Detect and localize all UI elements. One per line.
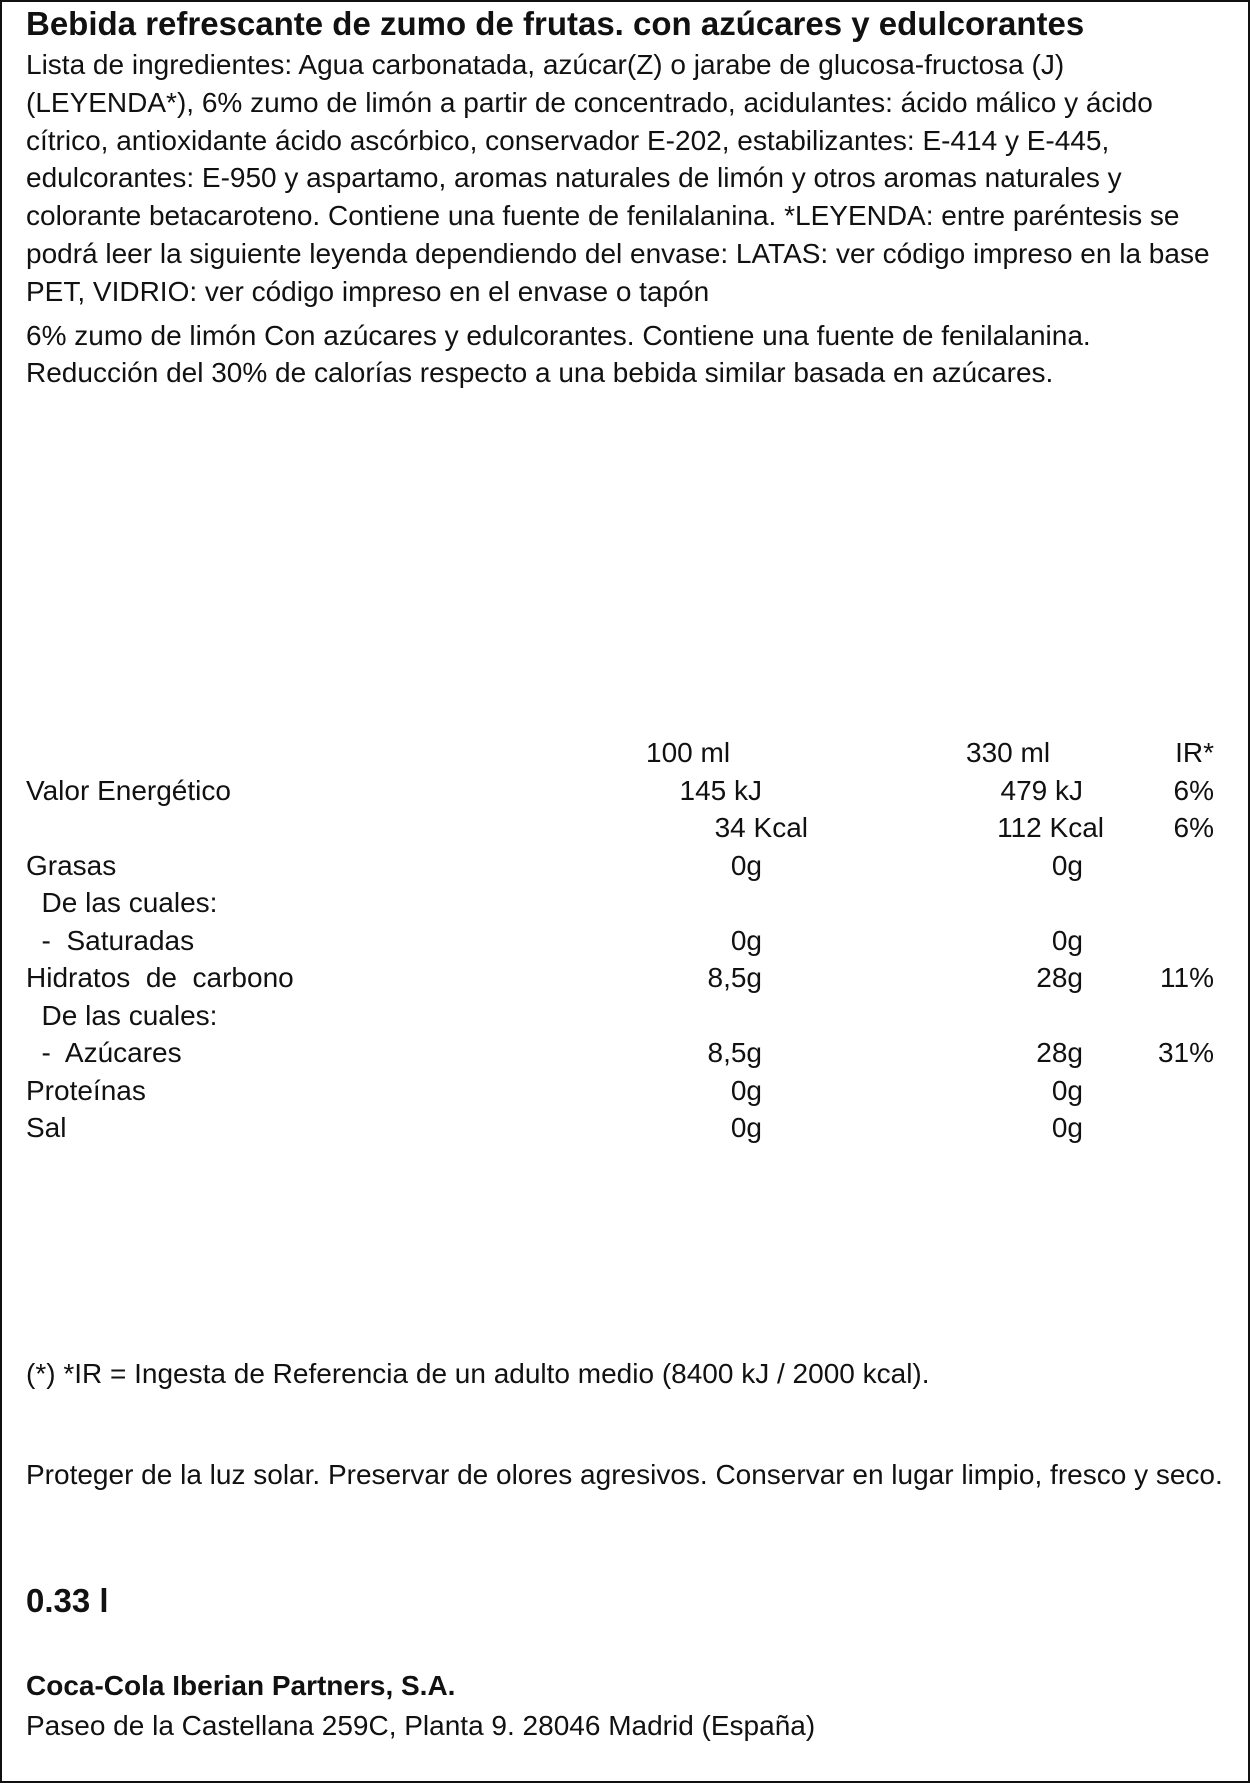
value-per-100ml: 0g: [730, 849, 762, 881]
nutrition-row: [26, 884, 1226, 922]
value-per-330ml: 28g: [1036, 1037, 1083, 1068]
ir-footnote: (*) *IR = Ingesta de Referencia de un adulto medio (8400 kJ / 2000 kcal).: [26, 1358, 930, 1389]
nutrition-row: [26, 1109, 1226, 1147]
storage-instructions: Proteger de la luz solar. Preservar de olores agresivos. Conservar en lugar limpio, fresco y seco.: [26, 1459, 1223, 1490]
nutrient-label: Hidratos de carbono: [26, 962, 294, 993]
value-ir: 11%: [1160, 962, 1214, 993]
header-per-100ml: 100 ml: [646, 737, 731, 768]
value-ir: 6%: [1173, 774, 1214, 806]
nutrition-row: [26, 1034, 1226, 1072]
company-name: Coca-Cola Iberian Partners, S.A.: [26, 1670, 456, 1701]
value-per-100ml: 8,5g: [707, 962, 762, 993]
ingredients-list: Lista de ingredientes: Agua carbonatada, azúcar(Z) o jarabe de glucosa-fructosa (J)(LEYENDA*), 6% zumo de limón a partir de concentrado, acidulantes: ácido málico y ácido cítrico, antioxidante ácido ascórbico, conservador E-202, estabilizantes: E-414 y E-445, edulcorantes: E-950 y aspartamo, aromas naturales de limón y otros aromas naturales y colorante betacaroteno. Contiene una fuente de fenilalanina. *LEYENDA: entre paréntesis se podrá leer la siguiente leyenda dependiendo del envase: LATAS: ver código impreso en la base PET, VIDRIO: ver código impreso en el envase o tapón: [26, 49, 1210, 307]
value-per-100ml: 0g: [730, 1074, 762, 1106]
nutrient-label: De las cuales:: [26, 999, 218, 1031]
nutrition-table: [26, 734, 1226, 1147]
product-claims: 6% zumo de limón Con azúcares y edulcorantes. Contiene una fuente de fenilalanina. Reducción del 30% de calorías respecto a una bebida similar basada en azúcares.: [26, 319, 1091, 389]
value-per-330ml: 0g: [1051, 1074, 1083, 1106]
value-per-100ml: 34 Kcal: [714, 812, 808, 843]
nutrition-row-energy-kj: [26, 772, 1226, 810]
nutrient-label: Grasas: [26, 849, 117, 881]
nutrition-row: [26, 922, 1226, 960]
value-per-330ml: 28g: [1036, 962, 1083, 993]
product-title: Bebida refrescante de zumo de frutas. con azúcares y edulcorantes: [26, 5, 1085, 42]
value-per-100ml: 145 kJ: [679, 774, 762, 806]
value-per-330ml: 0g: [1051, 1112, 1083, 1143]
nutrition-header-row: [26, 734, 1226, 772]
label-text-block: [26, 4, 1226, 392]
net-volume: 0.33 l: [26, 1582, 109, 1619]
nutrient-label: Proteínas: [26, 1074, 146, 1106]
nutrient-label: - Azúcares: [26, 1037, 182, 1068]
value-per-100ml: 8,5g: [707, 1037, 762, 1068]
nutrient-rows: [26, 847, 1226, 1147]
nutrition-row: [26, 847, 1226, 885]
nutrient-label: Sal: [26, 1112, 67, 1143]
value-ir: 6%: [1173, 812, 1214, 843]
company-address: Paseo de la Castellana 259C, Planta 9. 28046 Madrid (España): [26, 1710, 816, 1741]
value-per-100ml: 0g: [730, 1112, 762, 1143]
nutrition-row: [26, 997, 1226, 1035]
nutrition-row-energy-kcal: [26, 809, 1226, 847]
nutrition-row: [26, 959, 1226, 997]
header-ir: IR*: [1175, 737, 1214, 768]
value-per-330ml: 0g: [1051, 849, 1083, 881]
nutrient-label: Valor Energético: [26, 774, 231, 806]
value-per-100ml: 0g: [730, 924, 762, 956]
nutrient-label: - Saturadas: [26, 924, 195, 956]
nutrient-label: De las cuales:: [26, 887, 218, 918]
nutrition-row: [26, 1072, 1226, 1110]
value-per-330ml: 479 kJ: [1000, 774, 1083, 806]
value-per-330ml: 0g: [1051, 924, 1083, 956]
header-per-330ml: 330 ml: [966, 737, 1051, 768]
value-ir: 31%: [1157, 1037, 1214, 1068]
value-per-330ml: 112 Kcal: [997, 812, 1104, 843]
